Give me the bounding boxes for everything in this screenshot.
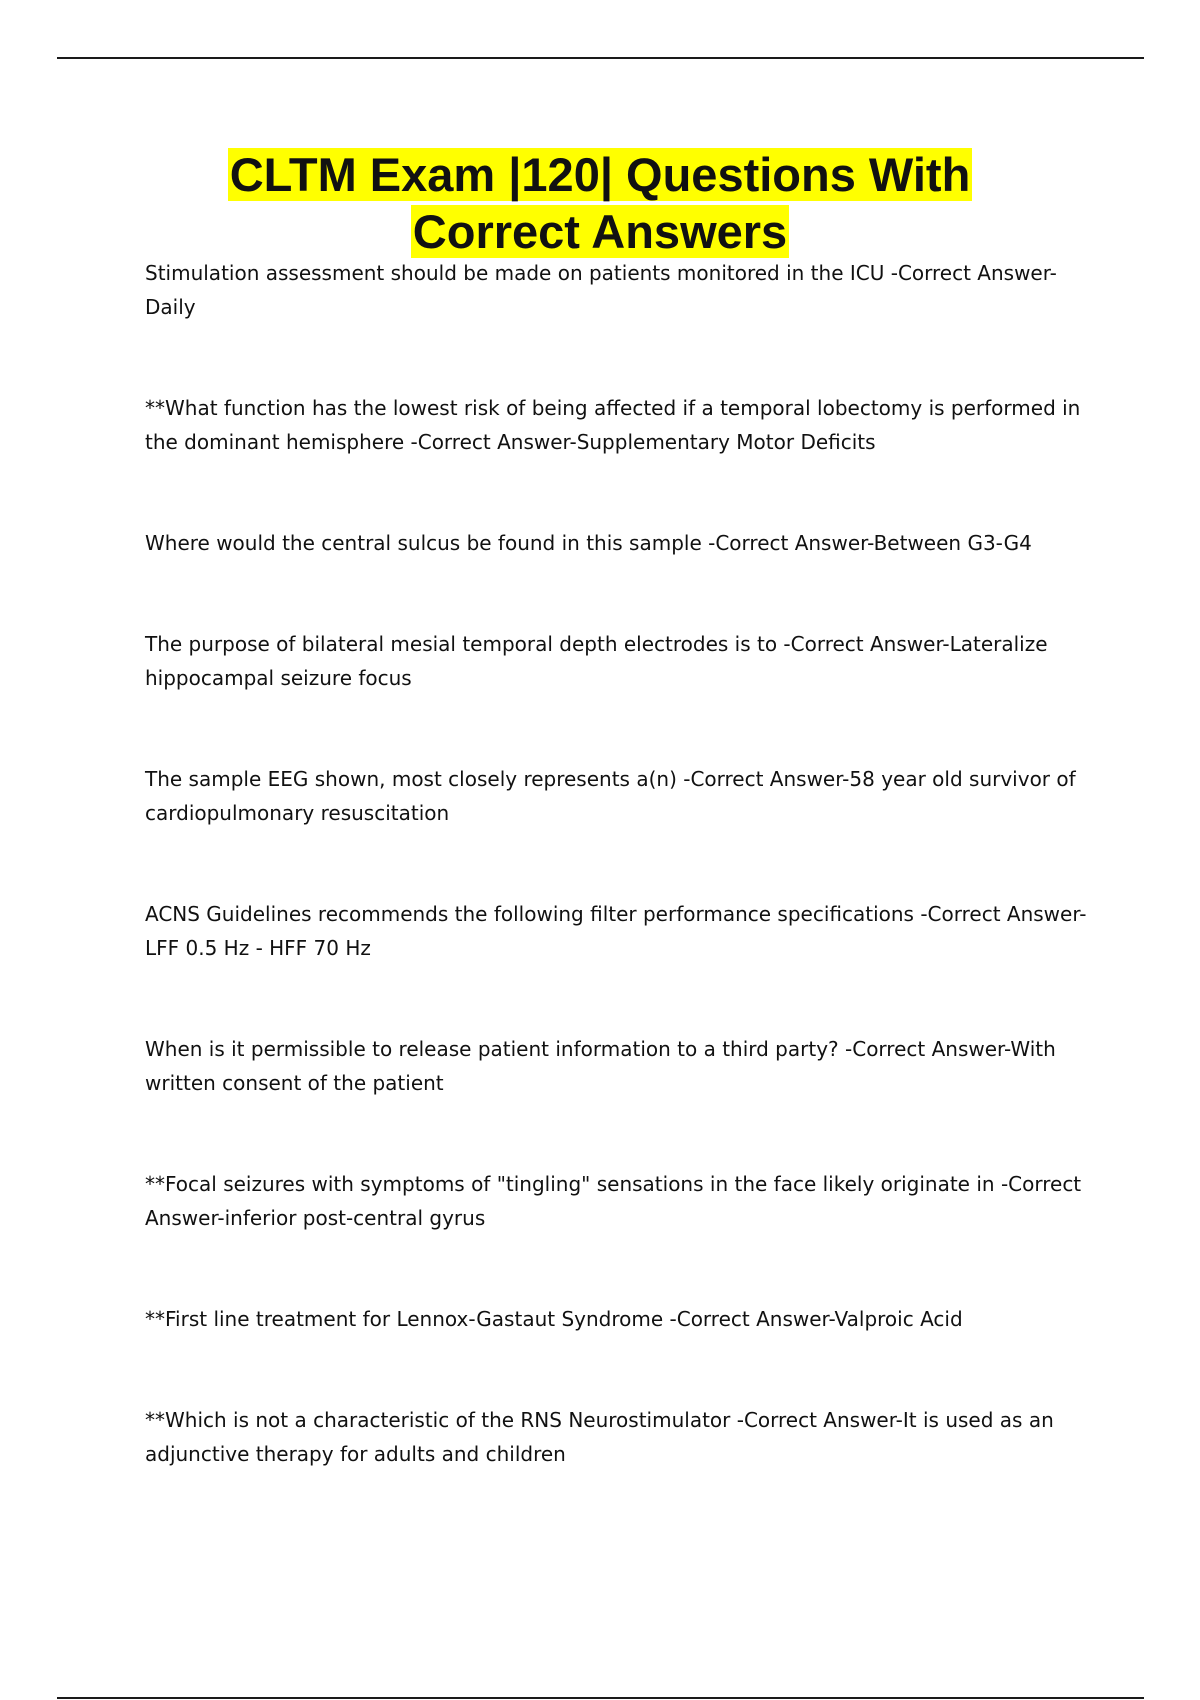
question-item: The sample EEG shown, most closely represents a(n) -Correct Answer-58 year old survivor of cardiopulmonary resuscitation	[145, 767, 1076, 825]
question-item: **Which is not a characteristic of the RNS Neurostimulator -Correct Answer-It is used as an adjunctive therapy for adults and children	[145, 1408, 1054, 1466]
question-item: **Focal seizures with symptoms of "tingling" sensations in the face likely originate in -Correct Answer-inferior post-central gyrus	[145, 1172, 1082, 1230]
question-item: **What function has the lowest risk of being affected if a temporal lobectomy is performed in the dominant hemisphere -Correct Answer-Supplementary Motor Deficits	[145, 396, 1081, 454]
question-item: **First line treatment for Lennox-Gastaut Syndrome -Correct Answer-Valproic Acid	[145, 1307, 963, 1331]
document-title	[0, 146, 1200, 260]
question-item: Where would the central sulcus be found in this sample -Correct Answer-Between G3-G4	[145, 531, 1032, 555]
bottom-rule	[57, 1697, 1144, 1699]
top-rule	[57, 57, 1144, 59]
question-item: Stimulation assessment should be made on patients monitored in the ICU -Correct Answer-Daily	[145, 261, 1057, 319]
title-line-1: CLTM Exam |120| Questions With	[229, 148, 971, 201]
question-list	[145, 256, 1105, 1538]
question-item: When is it permissible to release patient information to a third party? -Correct Answer-With written consent of the patient	[145, 1037, 1056, 1095]
question-item: The purpose of bilateral mesial temporal depth electrodes is to -Correct Answer-Lateralize hippocampal seizure focus	[145, 632, 1048, 690]
title-line-2: Correct Answers	[412, 205, 788, 258]
question-item: ACNS Guidelines recommends the following filter performance specifications -Correct Answer-LFF 0.5 Hz - HFF 70 Hz	[145, 902, 1087, 960]
